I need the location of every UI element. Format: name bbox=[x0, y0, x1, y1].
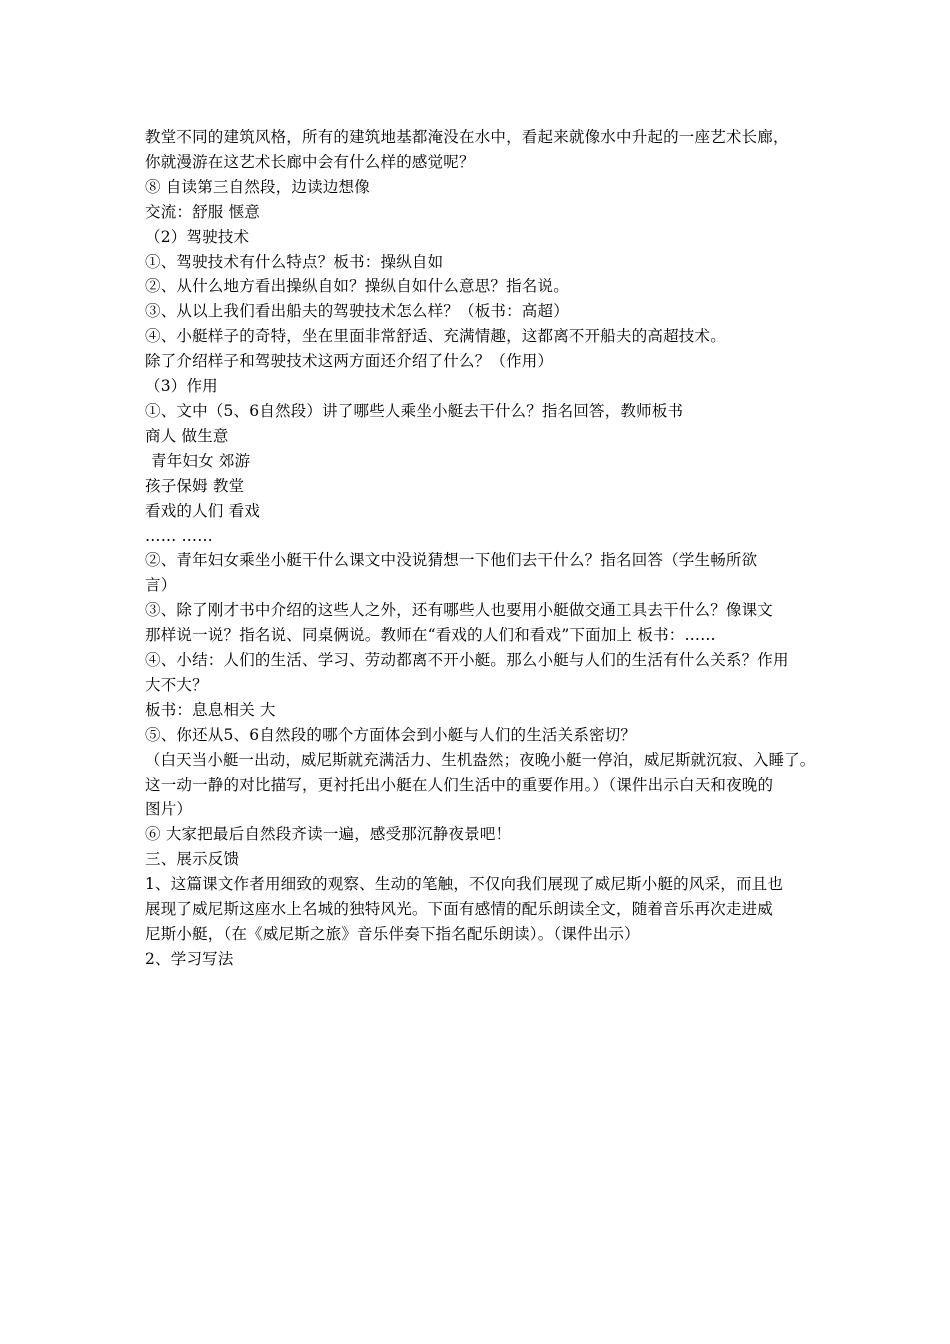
board-note-line: 孩子保姆 教堂 bbox=[145, 476, 245, 495]
board-note-line: 青年妇女 郊游 bbox=[151, 451, 251, 470]
text-line: ②、青年妇女乘坐小艇干什么课文中没说猜想一下他们去干什么？指名回答（学生畅所欲 bbox=[145, 551, 758, 570]
text-line: ④、小艇样子的奇特，坐在里面非常舒适、充满情趣，这都离不开船夫的高超技术。 bbox=[145, 327, 726, 346]
text-line: 2、学习写法 bbox=[145, 949, 234, 968]
text-line: 除了介绍样子和驾驶技术这两方面还介绍了什么？（作用） bbox=[145, 352, 554, 371]
text-line: 交流：舒服 惬意 bbox=[145, 202, 261, 221]
text-line: 言） bbox=[145, 576, 177, 595]
text-line: ①、文中（5、6自然段）讲了哪些人乘坐小艇去干什么？指名回答，教师板书 bbox=[145, 401, 684, 420]
text-line: ③、除了刚才书中介绍的这些人之外，还有哪些人也要用小艇做交通工具去干什么？像课文 bbox=[145, 601, 774, 620]
text-line: 大不大？ bbox=[145, 675, 208, 694]
text-line: 那样说一说？指名说、同桌俩说。教师在“看戏的人们和看戏”下面加上 板书：…… bbox=[145, 626, 716, 645]
text-line: ③、从以上我们看出船夫的驾驶技术怎么样？（板书：高超） bbox=[145, 302, 569, 321]
text-line: 你就漫游在这艺术长廊中会有什么样的感觉呢？ bbox=[145, 152, 475, 171]
text-line: ④、小结：人们的生活、学习、劳动都离不开小艇。那么小艇与人们的生活有什么关系？作用 bbox=[145, 651, 789, 670]
document-body bbox=[145, 125, 815, 972]
text-line: 尼斯小艇，（在《威尼斯之旅》音乐伴奏下指名配乐朗读）。（课件出示） bbox=[145, 925, 640, 943]
text-line: 图片） bbox=[145, 800, 193, 819]
text-line: ①、驾驶技术有什么特点？板书：操纵自如 bbox=[145, 252, 444, 271]
text-line: 展现了威尼斯这座水上名城的独特风光。下面有感情的配乐朗读全文，随着音乐再次走进威 bbox=[145, 900, 774, 919]
text-line: （白天当小艇一出动，威尼斯就充满活力、生机盎然；夜晚小艇一停泊，威尼斯就沉寂、入睡了。 bbox=[145, 750, 816, 769]
board-note-line: 商人 做生意 bbox=[145, 426, 229, 445]
board-note-line: …… …… bbox=[145, 526, 213, 545]
section-heading: （2）驾驶技术 bbox=[145, 227, 250, 246]
text-line: 1、这篇课文作者用细致的观察、生动的笔触，不仅向我们展现了威尼斯小艇的风采，而且也 bbox=[145, 875, 784, 894]
text-line: ⑥ 大家把最后自然段齐读一遍，感受那沉静夜景吧！ bbox=[145, 825, 512, 844]
section-heading: （3）作用 bbox=[145, 377, 218, 396]
text-line: 这一动一静的对比描写，更衬托出小艇在人们生活中的重要作用。）（课件出示白天和夜晚的 bbox=[145, 775, 774, 794]
section-heading: 三、展示反馈 bbox=[145, 850, 240, 869]
board-note-line: 看戏的人们 看戏 bbox=[145, 501, 261, 520]
text-line: ⑤、你还从5、6自然段的哪个方面体会到小艇与人们的生活关系密切？ bbox=[145, 725, 637, 744]
text-line: ②、从什么地方看出操纵自如？操纵自如什么意思？指名说。 bbox=[145, 277, 569, 296]
text-line: 教堂不同的建筑风格，所有的建筑地基都淹没在水中，看起来就像水中升起的一座艺术长廊， bbox=[145, 128, 789, 146]
text-line: ⑧ 自读第三自然段，边读边想像 bbox=[145, 177, 370, 196]
text-line: 板书：息息相关 大 bbox=[145, 700, 276, 719]
